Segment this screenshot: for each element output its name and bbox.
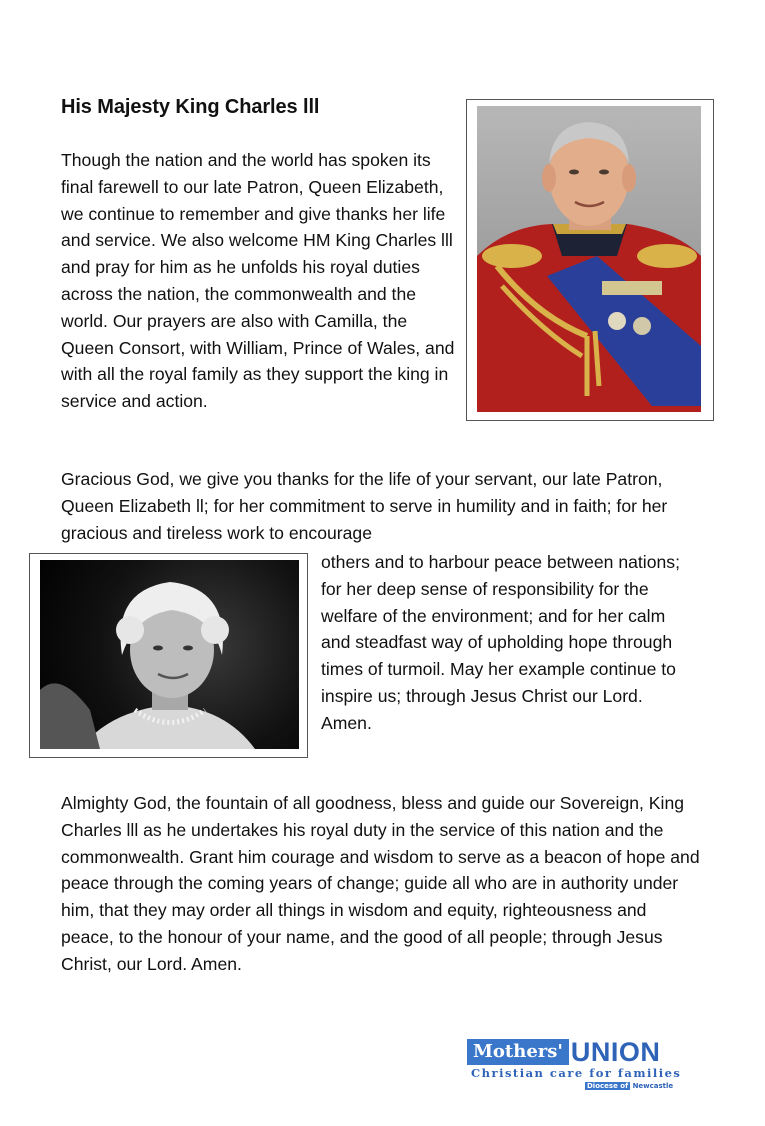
prayer-one-wrapped: others and to harbour peace between nations; for her deep sense of responsibility for the welfare of the environment; and for her calm and steadfast way of upholding hope through times of turmoil. May her example continue to inspire us; through Jesus Christ our Lord. Amen. bbox=[321, 552, 680, 733]
logo-diocese bbox=[585, 1082, 673, 1090]
prayer-one-top: Gracious God, we give you thanks for the life of your servant, our late Patron, Queen Elizabeth ll; for her commitment to serve in humility and in faith; for her gracious and tireless work to encourage bbox=[61, 469, 668, 543]
king-charles-portrait bbox=[477, 106, 701, 412]
intro-paragraph: Though the nation and the world has spoken its final farewell to our late Patron, Queen Elizabeth, we continue to remember and give thanks her life and service. We also welcome HM King Charles lll and pray for him as he unfolds his royal duties across the nation, the commonwealth and the world. Our prayers are also with Camilla, the Queen Consort, with William, Prince of Wales, and with all the royal family as they support the king in service and action. bbox=[61, 150, 455, 412]
logo-mothers-text: Mothers' bbox=[467, 1039, 569, 1065]
king-charles-photo-frame bbox=[466, 99, 714, 421]
page-title: His Majesty King Charles lll bbox=[61, 96, 320, 118]
queen-elizabeth-photo-frame bbox=[29, 553, 308, 758]
queen-elizabeth-portrait bbox=[40, 560, 299, 749]
logo-tagline: Christian care for families bbox=[471, 1066, 682, 1080]
mothers-union-logo bbox=[467, 1038, 697, 1096]
prayer-two: Almighty God, the fountain of all goodness, bless and guide our Sovereign, King Charles lll as he undertakes his royal duty in the service of this nation and the commonwealth. Grant him courage and wisdom to serve as a beacon of hope and peace through the coming years of change; guide all who are in authority under him, that they may order all things in wisdom and equity, righteousness and peace, to the honour of your name, and the good of all people; through Jesus Christ, our Lord. Amen. bbox=[61, 793, 700, 974]
logo-diocese-name: Newcastle bbox=[632, 1082, 674, 1090]
logo-diocese-label: Diocese of bbox=[587, 1082, 629, 1090]
logo-union-text: UNION bbox=[570, 1037, 661, 1067]
